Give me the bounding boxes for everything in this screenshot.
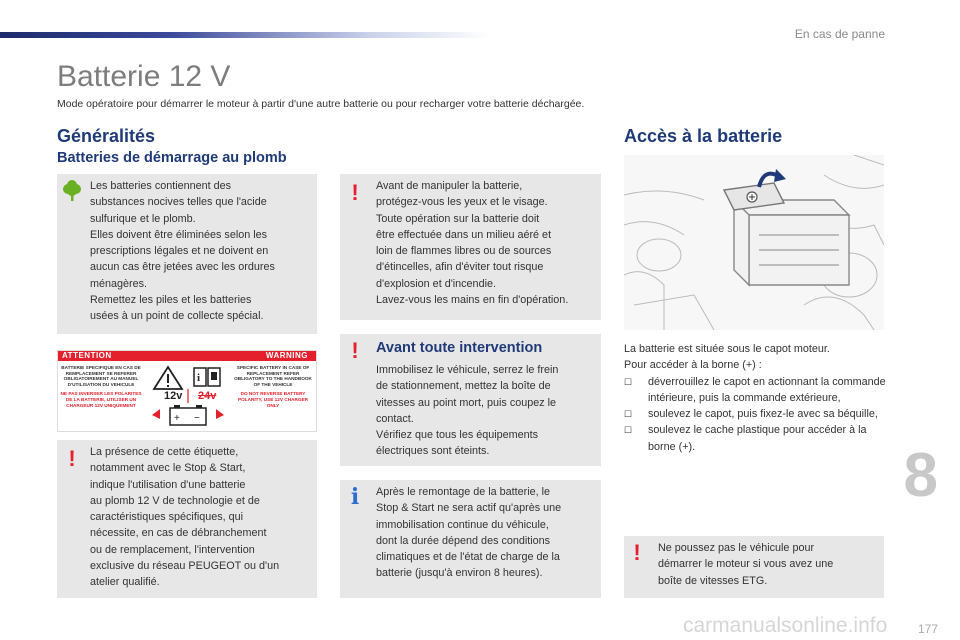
- svg-text:i: i: [197, 372, 201, 384]
- step-bullet-icon: ☐: [624, 409, 633, 420]
- heading-generalites: Généralités: [57, 126, 156, 146]
- label-left-text: BATTERIE SPECIFIQUE EN CAS DE REMPLACEMENT SE REFERER OBLIGATOIREMENT AU MANUEL D'UTILISATION DU VEHICULE: [61, 365, 141, 387]
- access-step: [624, 374, 886, 407]
- page-subtitle: Mode opératoire pour démarrer le moteur à partir d'une autre batterie ou pour recharger votre batterie déchargée.: [57, 98, 585, 110]
- label-attention: ATTENTION: [62, 351, 112, 360]
- etg-warning-box: [624, 536, 884, 598]
- tree-icon: [61, 180, 83, 202]
- eco-notice-text: Les batteries contiennent des substances nocives telles que l'acide sulfurique et le plomb. Elles doivent être éliminées selon les prescriptions légales et ne doivent en aucun cas être jetées avec les ordures ménagères. Remettez les piles et les batteries usées à un point de collecte spécial.: [90, 180, 275, 323]
- battery-illustration: [624, 155, 884, 330]
- svg-text:+: +: [174, 413, 180, 424]
- exclamation-icon: !: [351, 338, 359, 363]
- label-24v: 24v: [198, 390, 217, 402]
- access-step: [624, 422, 886, 455]
- exclamation-icon: !: [351, 180, 359, 205]
- before-intervention-box: [340, 334, 601, 466]
- stop-start-info-text: Après le remontage de la batterie, le Stop & Start ne sera actif qu'après une immobilisation continue du véhicule, dont la durée dépend des conditions climatiques et de l'état de charge de la batterie (jusqu'à environ 8 heures).: [376, 486, 562, 580]
- header-color-bar: [0, 32, 490, 38]
- caution-text: Avant de manipuler la batterie, protégez-vous les yeux et le visage. Toute opération sur la batterie doit être effectuée dans un milieu aéré et loin de flammes libres ou de sources d'étincelles, afin d'éviter tout risque d'explosion et d'incendie. Lavez-vous les mains en fin d'opération.: [376, 180, 569, 307]
- label-right-red-text: DO NOT REVERSE BATTERY POLARITY, USE 12V CHARGER ONLY: [237, 391, 309, 408]
- exclamation-icon: !: [68, 446, 76, 471]
- battery-warning-label-image: [57, 350, 317, 432]
- access-step-text: déverrouillez le capot en actionnant la commande intérieure, puis la commande extérieure,: [648, 375, 886, 404]
- label-right-column: [232, 365, 314, 408]
- page-number: 177: [917, 622, 938, 636]
- page-title: Batterie 12 V: [57, 60, 231, 93]
- heading-acces-batterie: Accès à la batterie: [624, 126, 783, 146]
- access-intro-2: Pour accéder à la borne (+) :: [624, 359, 762, 372]
- before-intervention-title: Avant toute intervention: [376, 340, 543, 356]
- label-warning: WARNING: [265, 351, 308, 360]
- step-bullet-icon: ☐: [624, 425, 633, 436]
- etg-warning-text: Ne poussez pas le véhicule pour démarrer le moteur si vous avez une boîte de vitesses ETG.: [658, 542, 834, 587]
- label-right-text: SPECIFIC BATTERY IN CASE OF REPLACEMENT REFER OBLIGATORY TO THE HANDBOOK OF THE VEHICLE: [234, 365, 312, 387]
- label-warning-box: [57, 440, 317, 598]
- access-step: [624, 406, 886, 422]
- section-title: En cas de panne: [794, 27, 885, 41]
- info-icon: i: [350, 484, 360, 510]
- caution-box: [340, 174, 601, 320]
- exclamation-icon: !: [633, 540, 641, 565]
- step-bullet-icon: ☐: [624, 376, 633, 387]
- chapter-number: 8: [903, 441, 938, 510]
- label-warning-text: La présence de cette étiquette, notamment avec le Stop & Start, indique l'utilisation d'une batterie au plomb 12 V de technologie et de caractéristiques spécifiques, qui nécessite, en cas de débranchement ou de remplacement, l'intervention exclusive du réseau PEUGEOT ou d'un atelier qualifié.: [90, 446, 280, 589]
- svg-text:−: −: [194, 413, 200, 424]
- stop-start-info-box: [340, 480, 601, 598]
- access-step-text: soulevez le cache plastique pour accéder à la borne (+).: [648, 424, 867, 453]
- access-intro: La batterie est située sous le capot moteur.: [624, 343, 830, 355]
- watermark: carmanualsonline.info: [683, 614, 888, 637]
- label-left-red-text: NE PAS INVERSER LES POLARITES DE LA BATTERIE, UTILISER UN CHARGEUR 12V UNIQUEMENT: [60, 391, 142, 408]
- before-intervention-text: Immobilisez le véhicule, serrez le frein de stationnement, mettez la boîte de vitesses au point mort, puis coupez le contact. Vérifiez que tous les équipements électriques sont éteints.: [376, 364, 559, 458]
- label-left-column: [60, 365, 142, 408]
- battery-access-instructions: [624, 341, 886, 455]
- subheading-lead-batteries: Batteries de démarrage au plomb: [57, 150, 287, 166]
- eco-notice-box: [57, 174, 317, 334]
- label-12v: 12v: [164, 390, 183, 402]
- access-step-text: soulevez le capot, puis fixez-le avec sa béquille,: [648, 408, 878, 421]
- engine-bay-illustration: [624, 155, 884, 330]
